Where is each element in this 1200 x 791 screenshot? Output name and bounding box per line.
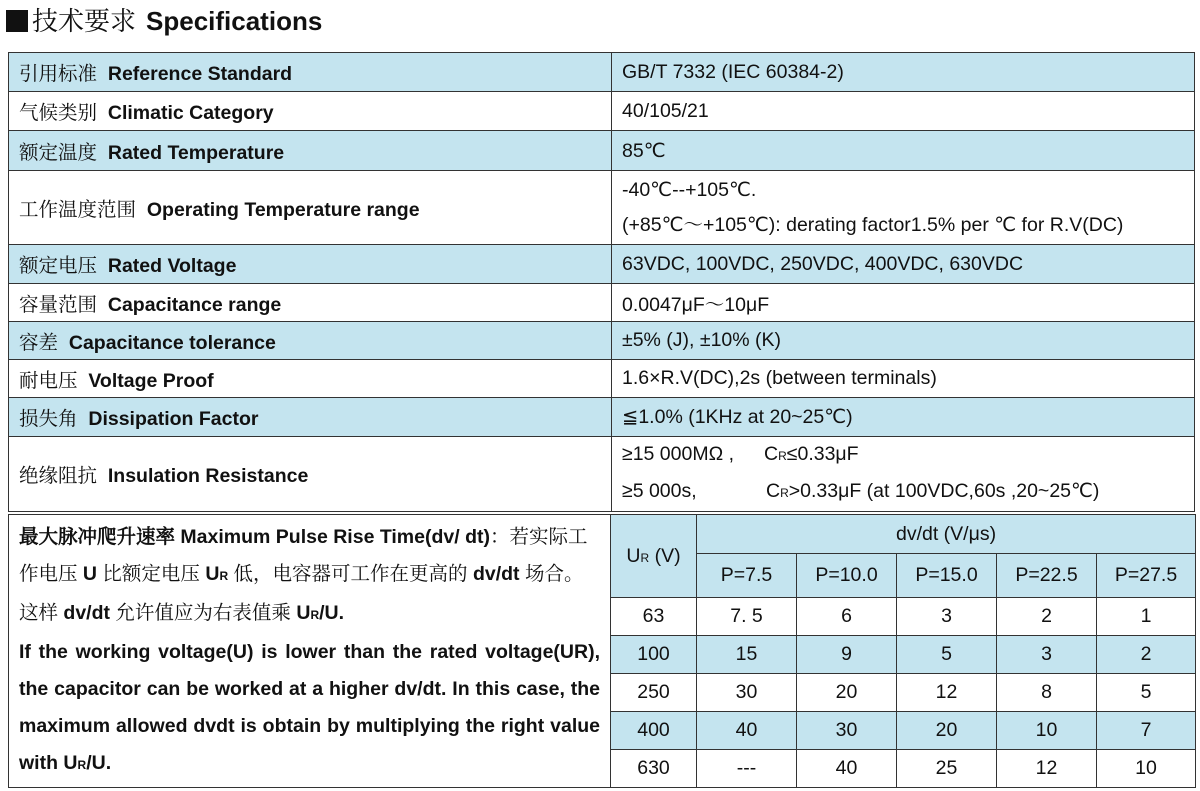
label-cn: 容量范围 xyxy=(19,293,98,316)
dvdt-cell: 5 xyxy=(897,636,997,674)
spec-value xyxy=(612,437,1195,512)
label-en: Rated Voltage xyxy=(107,255,237,277)
dvdt-header: dv/dt (V/μs) xyxy=(697,515,1196,554)
spec-row-voltage-proof xyxy=(9,360,1195,398)
spec-row-rated-temperature xyxy=(9,131,1195,171)
spec-row-reference-standard xyxy=(9,53,1195,92)
spec-value: 40/105/21 xyxy=(612,92,1195,131)
label-cn: 绝缘阻抗 xyxy=(19,465,98,487)
spec-label xyxy=(9,360,612,398)
dvdt-cell: --- xyxy=(697,750,797,788)
spec-value: 1.6×R.V(DC),2s (between terminals) xyxy=(612,360,1195,398)
dvdt-cell: 5 xyxy=(1097,674,1196,712)
spec-value: GB/T 7332 (IEC 60384-2) xyxy=(612,53,1195,92)
p-column-header: P=27.5 xyxy=(1097,554,1196,598)
dvdt-cell: 7 xyxy=(1097,712,1196,750)
p-column-header: P=7.5 xyxy=(697,554,797,598)
spec-value: 85℃ xyxy=(612,131,1195,171)
dvdt-cell: 9 xyxy=(797,636,897,674)
title-en: Specifications xyxy=(146,6,323,36)
dvdt-cell: 20 xyxy=(797,674,897,712)
value-line-1: -40℃--+105℃. xyxy=(622,178,757,201)
spec-label xyxy=(9,171,612,245)
cap-symbol: C xyxy=(766,480,781,502)
dvdt-cell: 20 xyxy=(897,712,997,750)
dvdt-cell: 2 xyxy=(997,598,1097,636)
dvdt-cell: 6 xyxy=(797,598,897,636)
value-line-2: (+85℃～+105℃): derating factor1.5% per ℃ for R.V(DC) xyxy=(622,213,1124,236)
spec-label xyxy=(9,284,612,322)
ir-threshold: ≥15 000MΩ , xyxy=(622,443,735,465)
spec-row-operating-temperature xyxy=(9,171,1195,245)
spec-row-capacitance-tolerance xyxy=(9,322,1195,360)
dvdt-cell: 12 xyxy=(997,750,1097,788)
ir-condition: >0.33μF (at 100VDC,60s ,20~25℃) xyxy=(788,480,1100,502)
label-en: Capacitance range xyxy=(107,293,282,316)
label-en: Operating Temperature range xyxy=(146,198,420,221)
spec-label xyxy=(9,398,612,437)
dvdt-cell: 30 xyxy=(797,712,897,750)
ur-cell: 250 xyxy=(611,674,697,712)
spec-label xyxy=(9,322,612,360)
page-title xyxy=(6,4,322,38)
dvdt-cell: 10 xyxy=(1097,750,1196,788)
label-en: Capacitance tolerance xyxy=(68,331,276,354)
dvdt-cell: 10 xyxy=(997,712,1097,750)
spec-row-insulation-resistance xyxy=(9,437,1195,512)
spec-row-capacitance-range xyxy=(9,284,1195,322)
spec-label xyxy=(9,92,612,131)
label-en: Climatic Category xyxy=(107,102,274,124)
title-cn: 技术要求 xyxy=(32,6,137,36)
label-en: Dissipation Factor xyxy=(88,408,259,430)
spec-label xyxy=(9,53,612,92)
dvdt-cell: 40 xyxy=(697,712,797,750)
cap-subscript: R xyxy=(778,449,787,463)
label-en: Rated Temperature xyxy=(107,141,285,164)
label-en: Reference Standard xyxy=(107,63,293,85)
value-line-2 xyxy=(622,474,1184,511)
note-cn: 最大脉冲爬升速率 Maximum Pulse Rise Time(dv/ dt)：若实际工作电压 U 比额定电压 UR 低，电容器可工作在更高的 dv/dt 场合。这样 dv/dt 允许值应为右表值乘 UR/U. xyxy=(19,526,588,624)
spec-label xyxy=(9,245,612,284)
dvdt-cell: 1 xyxy=(1097,598,1196,636)
spec-value: ±5% (J), ±10% (K) xyxy=(612,322,1195,360)
dvdt-cell: 40 xyxy=(797,750,897,788)
ir-condition: ≤0.33μF xyxy=(786,443,859,465)
dvdt-cell: 3 xyxy=(997,636,1097,674)
note-en: If the working voltage(U) is lower than the rated voltage(UR), the capacitor can be worked at a higher dv/dt. In this case, the maximum allowed dvdt is obtain by multiplying the right value with UR/U. xyxy=(19,641,600,774)
square-bullet-icon xyxy=(6,10,28,32)
label-en: Insulation Resistance xyxy=(107,465,309,487)
spec-value: 63VDC, 100VDC, 250VDC, 400VDC, 630VDC xyxy=(612,245,1195,284)
label-cn: 额定电压 xyxy=(19,255,98,277)
ir-threshold: ≥5 000s, xyxy=(622,480,697,502)
label-cn: 气候类别 xyxy=(19,102,98,124)
spec-row-climatic-category xyxy=(9,92,1195,131)
spec-row-dissipation-factor xyxy=(9,398,1195,437)
dvdt-cell: 3 xyxy=(897,598,997,636)
label-cn: 耐电压 xyxy=(19,369,78,392)
dvdt-cell: 12 xyxy=(897,674,997,712)
pulse-rise-table xyxy=(8,514,1196,788)
spec-label xyxy=(9,131,612,171)
spec-row-rated-voltage xyxy=(9,245,1195,284)
ur-cell: 400 xyxy=(611,712,697,750)
spec-value xyxy=(612,171,1195,245)
ur-header: UR (V) xyxy=(611,515,697,598)
dvdt-cell: 7. 5 xyxy=(697,598,797,636)
p-column-header: P=22.5 xyxy=(997,554,1097,598)
ur-cell: 100 xyxy=(611,636,697,674)
ur-cell: 63 xyxy=(611,598,697,636)
dvdt-cell: 30 xyxy=(697,674,797,712)
label-en: Voltage Proof xyxy=(88,369,214,392)
label-cn: 引用标准 xyxy=(19,63,98,85)
label-cn: 损失角 xyxy=(19,408,78,430)
dvdt-cell: 25 xyxy=(897,750,997,788)
label-cn: 工作温度范围 xyxy=(19,198,137,221)
pulse-note xyxy=(9,515,611,788)
cap-symbol: C xyxy=(764,443,779,465)
dvdt-cell: 15 xyxy=(697,636,797,674)
spec-value: ≦1.0% (1KHz at 20~25℃) xyxy=(612,398,1195,437)
spec-label xyxy=(9,437,612,512)
cap-subscript: R xyxy=(780,486,789,500)
dvdt-cell: 8 xyxy=(997,674,1097,712)
dvdt-cell: 2 xyxy=(1097,636,1196,674)
spec-value: 0.0047μF～10μF xyxy=(612,284,1195,322)
pulse-header-row-1 xyxy=(9,515,1196,554)
p-column-header: P=10.0 xyxy=(797,554,897,598)
specifications-table xyxy=(8,52,1195,512)
p-column-header: P=15.0 xyxy=(897,554,997,598)
label-cn: 额定温度 xyxy=(19,141,98,164)
ur-cell: 630 xyxy=(611,750,697,788)
label-cn: 容差 xyxy=(19,331,59,354)
value-line-1 xyxy=(622,437,1184,474)
